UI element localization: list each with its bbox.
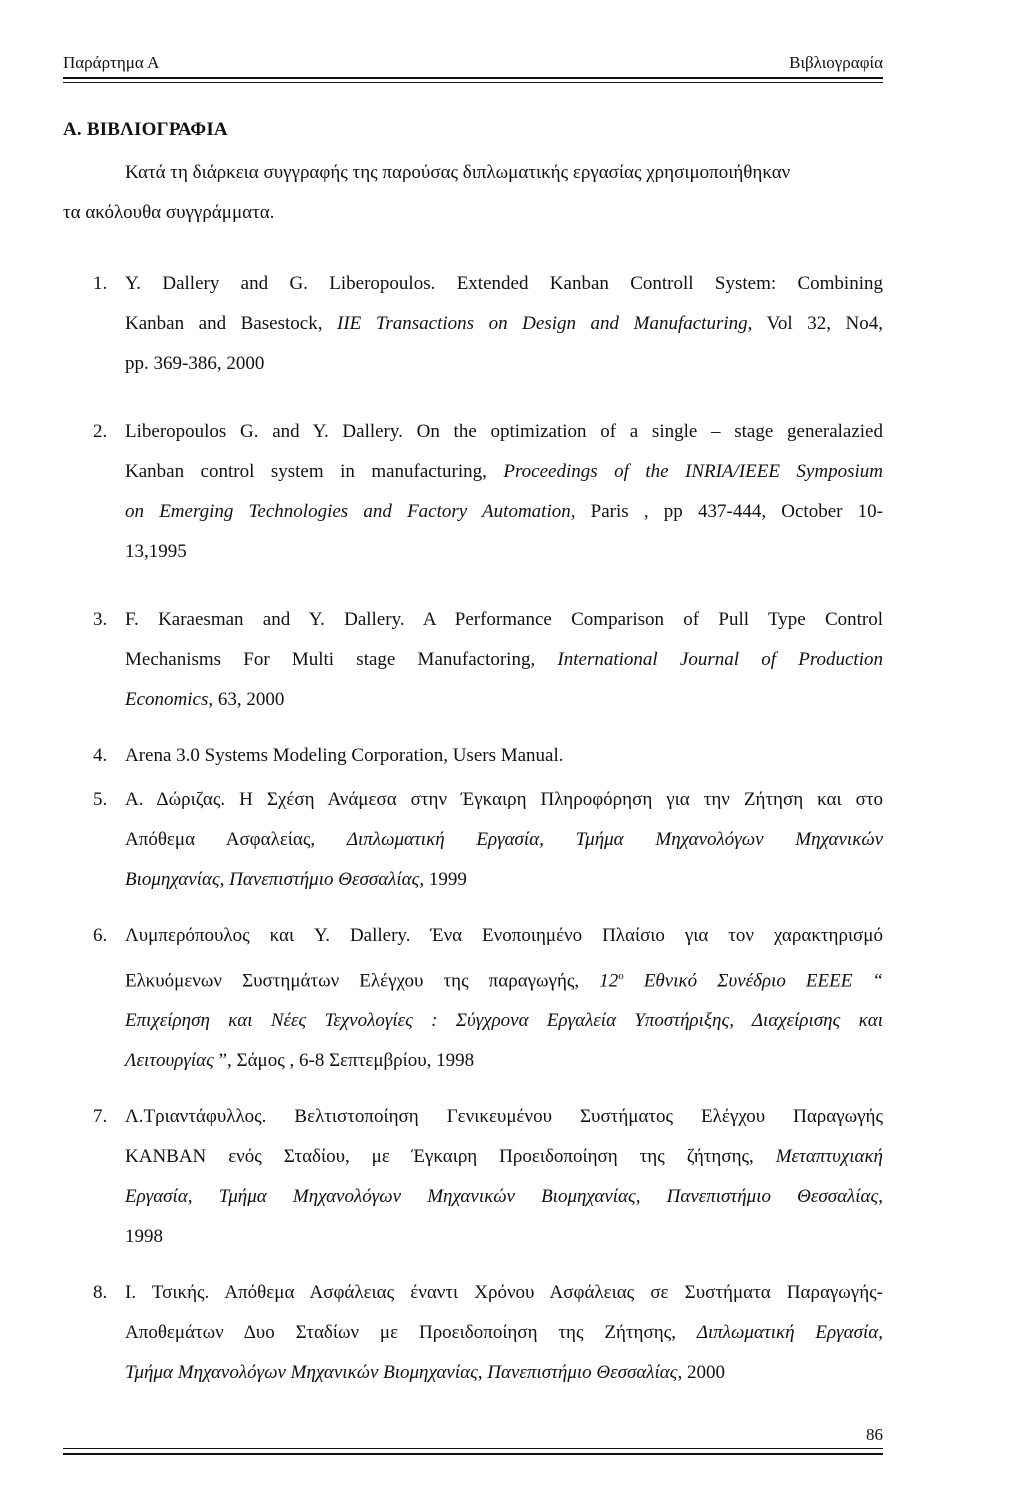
header-right: Βιβλιογραφία xyxy=(789,53,883,72)
reference-superscript: ο xyxy=(618,970,624,982)
reference-italic-text: Economics, xyxy=(125,689,214,710)
reference-number: 1. xyxy=(93,273,108,294)
reference-text: Liberopoulos G. and Y. Dallery. On the optimization of a single – stage generalazied xyxy=(125,421,883,442)
reference-text: Y. Dallery and G. Liberopoulos. Extended Kanban Controll System: Combining xyxy=(125,273,883,294)
footer-rule-thin xyxy=(63,1448,883,1449)
section-title: Α. ΒΙΒΛΙΟΓΡΑΦΙΑ xyxy=(63,119,228,140)
reference-number: 4. xyxy=(93,745,108,766)
reference-item xyxy=(63,600,883,720)
reference-number: 2. xyxy=(93,421,108,442)
footer-rule xyxy=(63,1453,883,1455)
reference-item xyxy=(63,780,883,900)
page-header xyxy=(63,52,883,74)
reference-italic-text: Τμήμα Μηχανολόγων Μηχανικών Βιομηχανίας, Πανεπιστήμιο Θεσσαλίας, xyxy=(125,1362,683,1384)
reference-line xyxy=(125,344,883,384)
reference-line xyxy=(125,492,883,532)
header-rule xyxy=(63,77,883,79)
reference-item xyxy=(63,1097,883,1257)
reference-line xyxy=(125,780,883,820)
reference-line xyxy=(125,1097,883,1137)
reference-text: Kanban and Basestock, xyxy=(125,313,338,334)
reference-italic-text: Proceedings of the INRIA/IEEE Symposium xyxy=(503,461,883,482)
reference-text: 2000 xyxy=(682,1362,725,1384)
reference-italic-text: Βιομηχανίας, Πανεπιστήμιο Θεσσαλίας, xyxy=(125,869,425,890)
reference-text: Λυμπερόπουλος και Y. Dallery. Ένα Ενοποιημένο Πλαίσιο για τον χαρακτηρισμό xyxy=(125,925,883,946)
reference-italic-text: Μεταπτυχιακή xyxy=(775,1146,883,1168)
reference-line xyxy=(125,736,883,776)
reference-line xyxy=(125,452,883,492)
reference-text: Ι. Τσικής. Απόθεμα Ασφάλειας έναντι Χρόνου Ασφάλειας σε Συστήματα Παραγωγής- xyxy=(125,1282,883,1304)
reference-text: 63, 2000 xyxy=(213,689,285,710)
reference-italic-text: 12 xyxy=(599,970,619,992)
reference-text: 13,1995 xyxy=(125,541,187,562)
reference-item xyxy=(63,736,883,776)
reference-line xyxy=(125,532,883,572)
reference-text: pp. 369-386, 2000 xyxy=(125,353,265,374)
reference-text: 1999 xyxy=(424,869,467,890)
reference-line xyxy=(125,1001,883,1041)
reference-line xyxy=(125,1177,883,1217)
reference-line xyxy=(125,820,883,860)
reference-number: 8. xyxy=(93,1282,108,1304)
reference-item xyxy=(63,916,883,1081)
reference-text: Αποθεμάτων Δυο Σταδίων με Προειδοποίηση της Ζήτησης, xyxy=(125,1322,697,1344)
reference-item xyxy=(63,264,883,384)
reference-line xyxy=(125,916,883,956)
reference-italic-text: on Emerging Technologies and Factory Automation, xyxy=(125,501,576,522)
reference-line xyxy=(125,1041,883,1081)
reference-line xyxy=(125,412,883,452)
reference-line xyxy=(125,304,883,344)
reference-italic-text: Λειτουργίας xyxy=(125,1050,214,1072)
reference-line xyxy=(125,1353,883,1393)
reference-italic-text: IIE Transactions on Design and Manufacturing, xyxy=(337,313,753,334)
reference-text: ”, Σάμος , 6-8 Σεπτεμβρίου, 1998 xyxy=(213,1050,475,1072)
reference-line xyxy=(125,264,883,304)
reference-list xyxy=(63,264,883,1393)
reference-text: Mechanisms For Multi stage Manufactoring, xyxy=(125,649,558,670)
reference-line xyxy=(125,860,883,900)
reference-item xyxy=(63,412,883,572)
header-left: Παράρτημα Α xyxy=(63,53,160,72)
reference-italic-text: Διπλωματική Εργασία, xyxy=(696,1322,883,1344)
intro-line: Κατά τη διάρκεια συγγραφής της παρούσας διπλωματικής εργασίας χρησιμοποιήθηκαν xyxy=(125,162,791,183)
reference-text: Λ.Τριαντάφυλλος. Βελτιστοποίηση Γενικευμένου Συστήματος Ελέγχου Παραγωγής xyxy=(125,1106,883,1128)
reference-text: 1998 xyxy=(125,1226,163,1248)
reference-number: 6. xyxy=(93,925,108,946)
reference-number: 5. xyxy=(93,789,108,810)
reference-line xyxy=(125,1217,883,1257)
reference-text: Vol 32, No4, xyxy=(752,313,883,334)
reference-italic-text: Επιχείρηση και Νέες Τεχνολογίες : Σύγχρονα Εργαλεία Υποστήριξης, Διαχείρισης και xyxy=(125,1010,883,1032)
reference-line xyxy=(125,600,883,640)
page-number: 86 xyxy=(866,1425,883,1444)
reference-line xyxy=(125,640,883,680)
reference-line xyxy=(125,1273,883,1313)
intro-paragraph xyxy=(63,153,883,233)
reference-text: Α. Δώριζας. Η Σχέση Ανάμεσα στην Έγκαιρη Πληροφόρηση για την Ζήτηση και στο xyxy=(125,789,883,810)
reference-italic-text: Διπλωματική Εργασία, Τμήμα Μηχανολόγων Μηχανικών xyxy=(346,829,884,850)
reference-italic-text: Εργασία, Τμήμα Μηχανολόγων Μηχανικών Βιομηχανίας, Πανεπιστήμιο Θεσσαλίας, xyxy=(125,1186,883,1208)
reference-italic-text: Εθνικό Συνέδριο ΕΕΕΕ “ xyxy=(623,970,883,992)
reference-line xyxy=(125,1137,883,1177)
reference-number: 3. xyxy=(93,609,108,630)
intro-line: τα ακόλουθα συγγράμματα. xyxy=(63,202,275,223)
header-rule-thin xyxy=(63,82,883,83)
reference-text: Απόθεμα Ασφαλείας, xyxy=(125,829,347,850)
reference-text: Ελκυόμενων Συστημάτων Ελέγχου της παραγωγής, xyxy=(125,970,600,992)
reference-text: Paris , pp 437-444, October 10- xyxy=(575,501,883,522)
reference-line xyxy=(125,956,883,1001)
reference-text: Arena 3.0 Systems Modeling Corporation, Users Manual. xyxy=(125,745,564,766)
reference-italic-text: International Journal of Production xyxy=(557,649,883,670)
reference-item xyxy=(63,1273,883,1393)
reference-line xyxy=(125,1313,883,1353)
reference-text: F. Karaesman and Y. Dallery. A Performance Comparison of Pull Type Control xyxy=(125,609,883,630)
reference-line xyxy=(125,680,883,720)
reference-text: Kanban control system in manufacturing, xyxy=(125,461,504,482)
reference-number: 7. xyxy=(93,1106,108,1128)
reference-text: KANBAN ενός Σταδίου, με Έγκαιρη Προειδοποίηση της ζήτησης, xyxy=(125,1146,776,1168)
